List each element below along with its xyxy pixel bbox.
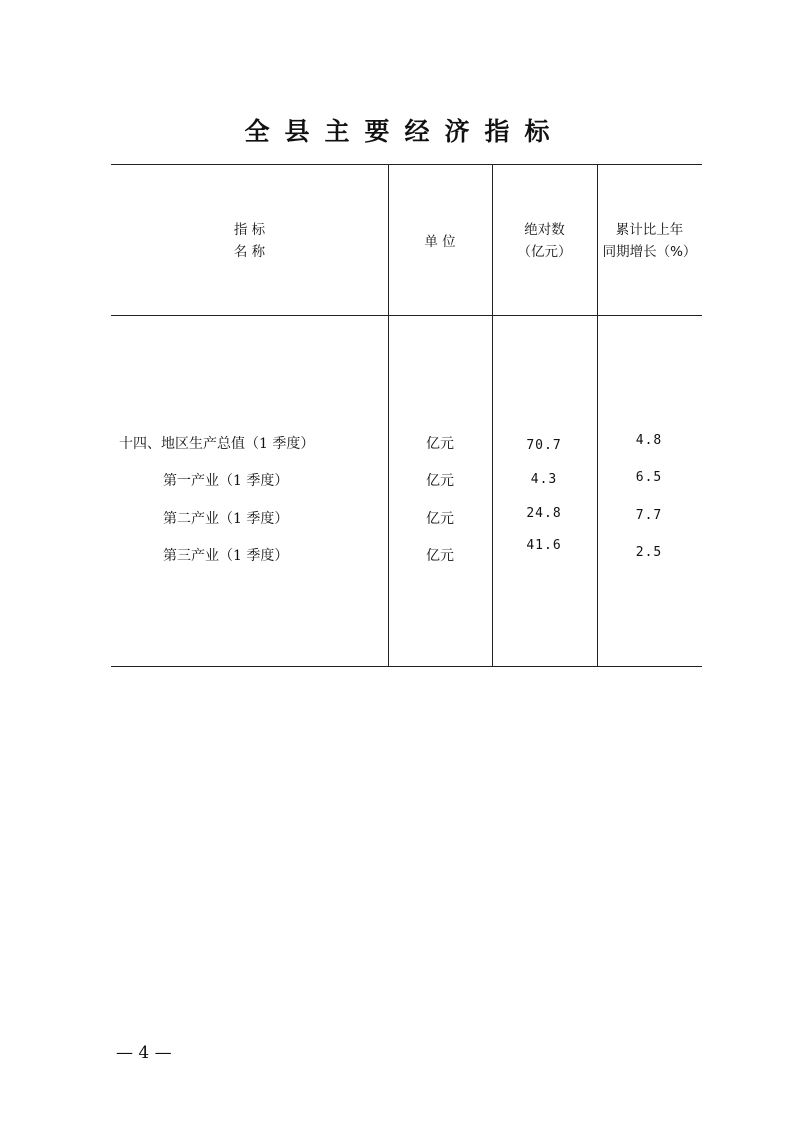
header-absolute	[492, 219, 597, 263]
page-title: 全县主要经济指标	[244, 117, 565, 146]
header-absolute-line1: 绝对数	[524, 222, 565, 238]
indicator-table	[111, 164, 702, 667]
header-growth	[597, 219, 702, 263]
row-growth: 7.7	[635, 508, 663, 523]
header-divider	[111, 315, 702, 316]
row-growth: 6.5	[635, 470, 663, 485]
header-name	[111, 219, 388, 263]
row-growth: 2.5	[635, 545, 663, 560]
row-unit: 亿元	[426, 473, 454, 489]
row-absolute: 70.7	[526, 438, 562, 453]
header-growth-line2: 同期增长（%）	[602, 244, 697, 260]
row-unit: 亿元	[426, 436, 454, 452]
row-unit: 亿元	[426, 511, 454, 527]
page-number: — 4 —	[116, 1043, 172, 1063]
row-growth: 4.8	[635, 433, 663, 448]
row-name: 十四、地区生产总值（1 季度）	[119, 436, 315, 452]
row-name: 第二产业（1 季度）	[163, 511, 289, 527]
header-unit	[388, 231, 492, 253]
row-absolute: 4.3	[530, 472, 558, 487]
header-name-line1: 指 标	[233, 222, 266, 238]
header-absolute-line2: （亿元）	[517, 244, 572, 260]
row-unit: 亿元	[426, 548, 454, 564]
row-name: 第三产业（1 季度）	[163, 548, 289, 564]
header-unit-label: 单 位	[424, 234, 456, 250]
header-growth-line1: 累计比上年	[615, 222, 684, 238]
row-absolute: 24.8	[526, 506, 562, 521]
row-absolute: 41.6	[526, 538, 562, 553]
header-name-line2: 名 称	[233, 244, 266, 260]
row-name: 第一产业（1 季度）	[163, 473, 289, 489]
